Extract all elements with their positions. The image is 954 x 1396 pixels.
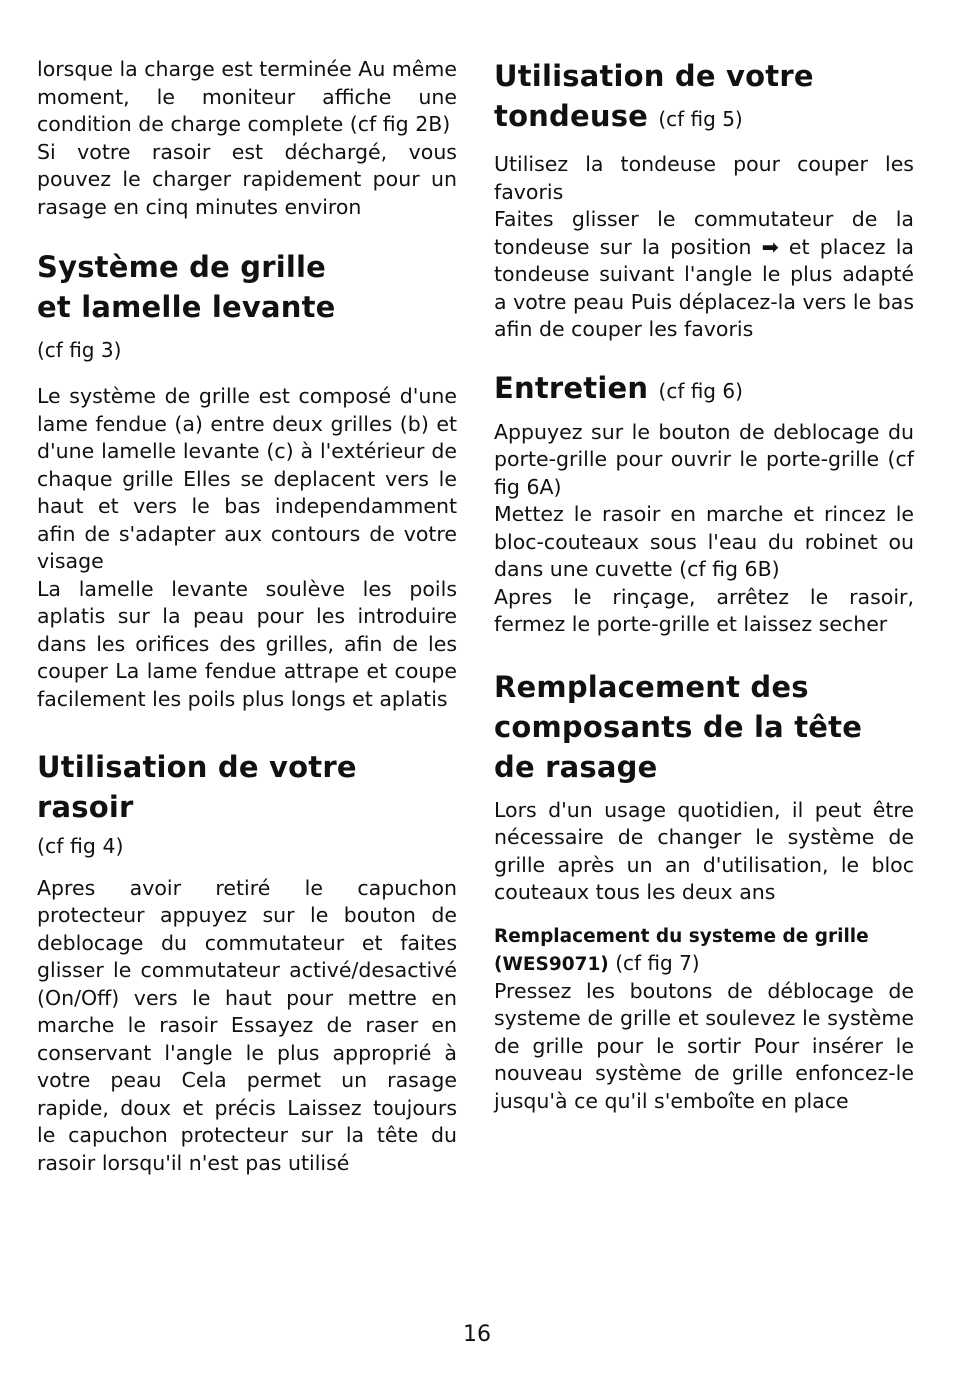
section-body-grille [37,383,457,713]
section-title-entretien-text: Entretien [494,370,649,405]
entretien-paragraph-3: Apres le rinçage, arrêtez le rasoir, fermez le porte-grille et laissez secher [494,584,914,636]
subsection-title-grille-text: Remplacement du systeme de grille (WES9071) [494,925,869,975]
right-column [494,56,914,1115]
intro-paragraph-2: Si votre rasoir est déchargé, vous pouvez le charger rapidement pour un rasage en cinq minutes environ [37,139,457,219]
section-body-rasoir [37,875,457,1178]
subsection-ref-grille: (cf fig 7) [615,950,700,975]
intro-paragraph-1: lorsque la charge est terminée Au même moment, le moniteur affiche une condition de charge complete (cf fig 2B) [37,57,457,136]
rasoir-paragraph-1: Apres avoir retiré le capuchon protecteur appuyez sur le bouton de deblocage du commutateur et faites glisser le commutateur activé/desactivé (On/Off) vers le haut pour mettre en marche le rasoir Essayez de raser en conservant l'angle le plus approprié à votre peau Cela permet un rasage rapide, doux et précis Laissez toujours le capuchon protecteur sur la tête du rasoir lorsqu'il n'est pas utilisé [37,875,457,1175]
subsection-paragraph-1: Pressez les boutons de déblocage de systeme de grille et soulevez le système de grille pour le sortir Pour insérer le nouveau système de grille enfoncez-le jusqu'à ce qu'il s'emboîte en place [494,978,914,1113]
section-body-tondeuse [494,151,914,344]
section-title-tondeuse [494,56,824,139]
grille-paragraph-1: Le système de grille est composé d'une lame fendue (a) entre deux grilles (b) et d'une lamelle levante (c) à l'extérieur de chaque grille Elles se deplacent vers le haut et vers le bas independamment afin de s'adapter aux contours de votre visage [37,384,457,573]
section-title-rasoir: Utilisation de votre rasoir [37,750,357,824]
section-ref-tondeuse: (cf fig 5) [658,107,743,131]
section-title-grille-text: Système de grille et lamelle levante [37,250,336,324]
page-number: 16 [463,1322,491,1347]
tondeuse-paragraph-2: Faites glisser le commutateur de la tondeuse sur la position ➡ et placez la tondeuse suivant l'angle le plus adapté a votre peau Puis déplacez-la vers le bas afin de couper les favoris [494,207,914,341]
remplacement-paragraph-1: Lors d'un usage quotidien, il peut être nécessaire de changer le système de grille après un an d'utilisation, le bloc couteaux tous les deux ans [494,797,914,904]
left-column [37,56,457,1177]
entretien-paragraph-1: Appuyez sur le bouton de deblocage du porte-grille pour ouvrir le porte-grille (cf fig 6A) [494,419,914,499]
section-body-entretien [494,419,914,639]
section-title-entretien [494,368,914,411]
subsection-title-grille [494,923,914,978]
section-ref-grille: (cf fig 3) [37,338,122,362]
grille-paragraph-2: La lamelle levante soulève les poils aplatis sur la peau pour les introduire dans les orifices des grilles, afin de les couper La lame fendue attrape et coupe facilement les poils plus longs et aplatis [37,576,457,711]
entretien-paragraph-2: Mettez le rasoir en marche et rincez le bloc-couteaux sous l'eau du robinet ou dans une cuvette (cf fig 6B) [494,502,914,581]
section-title-grille [37,247,367,370]
section-ref-entretien: (cf fig 6) [658,378,743,403]
section-title-remplacement: Remplacement des composants de la tête de rasage [494,669,863,784]
section-ref-rasoir: (cf fig 4) [37,834,124,858]
section-title-tondeuse-text: Utilisation de votre tondeuse [494,59,814,133]
tondeuse-paragraph-1: Utilisez la tondeuse pour couper les favoris [494,152,914,204]
subsection-body-grille [494,978,914,1116]
section-body-remplacement [494,797,914,907]
